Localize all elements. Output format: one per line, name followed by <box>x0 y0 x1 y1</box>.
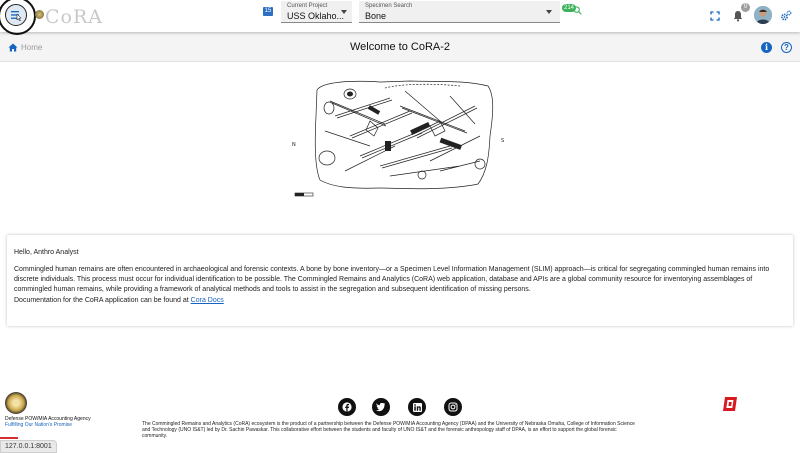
current-project-select[interactable] <box>281 1 352 23</box>
agency-name: Defense POW/MIA Accounting Agency <box>5 416 91 422</box>
welcome-body: Commingled human remains are often encountered in archaeological and forensic contexts. A bone by bone inventory—or a Specimen Level Information Management (SLIM) approach—is critical for segregating commingled human remains into discrete individuals. This process must occur for individual identification to be possible. The Commingled Remains and Analytics (CoRA) web application, database and APIs are a global community resource for inventorying assemblages of commingled human remains, while providing a framework of analytical methods and tools to assist in the segregation and subsequent identification of missing persons. <box>14 266 770 293</box>
docs-prefix: Documentation for the CoRA application can be found at <box>14 297 191 304</box>
facebook-button[interactable] <box>338 398 356 416</box>
hamburger-icon <box>10 9 22 21</box>
agency-motto: Fulfilling Our Nation's Promise <box>5 422 73 428</box>
cora-docs-link[interactable]: Cora Docs <box>190 297 224 304</box>
info-icon[interactable]: i <box>761 42 772 53</box>
current-project-value: USS Oklaho... <box>287 11 345 21</box>
dpaa-seal-icon <box>35 10 44 19</box>
bone-map-illustration <box>290 76 520 198</box>
footer-about-text: The Commingled Remains and Analytics (CoRA) ecosystem is the product of a partnership between the Defense POW/MIA Accounting Agency (DPAA) and the University of Nebraska Omaha, College of Information Science and Technology (UNO IS&T) led by Dr. Sachin Pawaskar. This collaborative effort between the students and faculty of UNO IS&T and the forensic anthropology staff of DPAA, is an effort to support the global forensic community. <box>142 421 635 439</box>
fullscreen-icon <box>710 11 720 21</box>
specimen-search-select[interactable] <box>359 1 560 23</box>
help-icon[interactable]: ? <box>781 42 792 53</box>
page-title: Welcome to CoRA-2 <box>349 41 451 53</box>
bell-icon <box>732 10 744 22</box>
instagram-button[interactable] <box>444 398 462 416</box>
app-logo[interactable]: CoRA <box>45 6 104 28</box>
linkedin-icon <box>413 403 422 412</box>
menu-button[interactable] <box>5 4 27 26</box>
facebook-icon <box>342 402 352 412</box>
notification-count-badge: 0 <box>741 3 750 12</box>
avatar[interactable] <box>754 6 772 24</box>
linkedin-button[interactable] <box>408 398 426 416</box>
specimen-search-value: Bone <box>365 11 387 21</box>
gears-icon <box>780 10 792 22</box>
docs-line <box>14 296 786 306</box>
dpaa-seal-icon[interactable] <box>5 392 27 414</box>
breadcrumb-home-label: Home <box>21 43 43 52</box>
page-header <box>0 32 800 62</box>
specimen-search-label: Specimen Search <box>365 3 413 9</box>
project-id-badge: 15 <box>264 8 272 14</box>
map-north-label: N <box>292 142 296 148</box>
fullscreen-button[interactable] <box>708 9 722 23</box>
map-south-label: S <box>501 138 505 144</box>
settings-button[interactable] <box>779 9 793 23</box>
current-project-label: Current Project <box>287 3 328 9</box>
chevron-down-icon <box>546 10 552 14</box>
loading-indicator <box>0 437 18 439</box>
welcome-greeting: Hello, Anthro Analyst <box>14 249 79 256</box>
search-icon[interactable] <box>573 6 582 15</box>
chevron-down-icon <box>341 10 347 14</box>
status-url: 127.0.0.1:8001 <box>0 440 57 453</box>
twitter-button[interactable] <box>372 398 390 416</box>
welcome-card <box>7 235 793 326</box>
twitter-icon <box>376 403 386 412</box>
uno-logo-icon[interactable] <box>721 396 739 412</box>
instagram-icon <box>448 402 458 412</box>
specimen-count-badge: 214 <box>564 5 575 11</box>
app-bar <box>0 0 800 32</box>
user-avatar-icon <box>754 6 772 24</box>
map-scale-bar <box>295 193 313 196</box>
